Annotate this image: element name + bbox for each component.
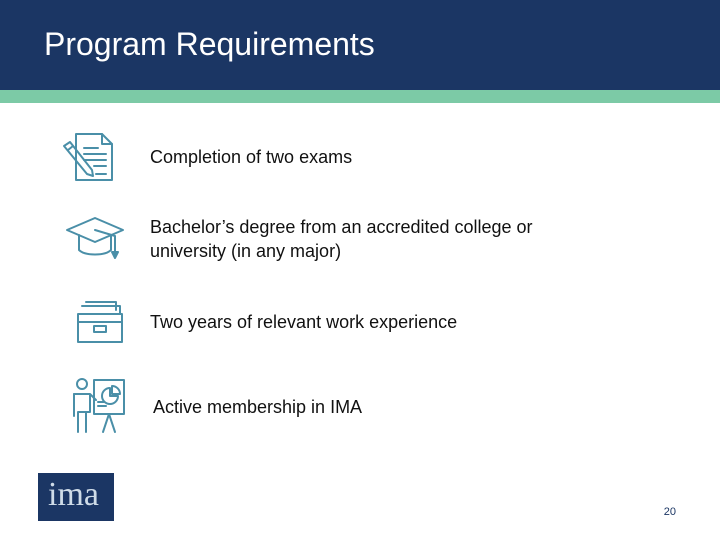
requirement-text-experience: Two years of relevant work experience [150, 312, 458, 332]
graduation-cap-icon [65, 216, 125, 260]
accent-band [0, 90, 720, 103]
requirement-text-membership: Active membership in IMA [153, 397, 363, 417]
logo-wordmark: ima [48, 476, 99, 513]
file-drawer-icon [76, 300, 124, 344]
slide-title: Program Requirements [44, 26, 375, 62]
presenter-chart-icon [70, 376, 128, 436]
requirement-text-exams: Completion of two exams [150, 147, 353, 167]
page-number: 20 [663, 506, 676, 518]
slide-header [0, 0, 720, 90]
document-pencil-icon [60, 132, 116, 184]
ima-logo [38, 473, 114, 521]
requirement-text-degree: Bachelor’s degree from an accredited college or university (in any major) [150, 217, 533, 261]
